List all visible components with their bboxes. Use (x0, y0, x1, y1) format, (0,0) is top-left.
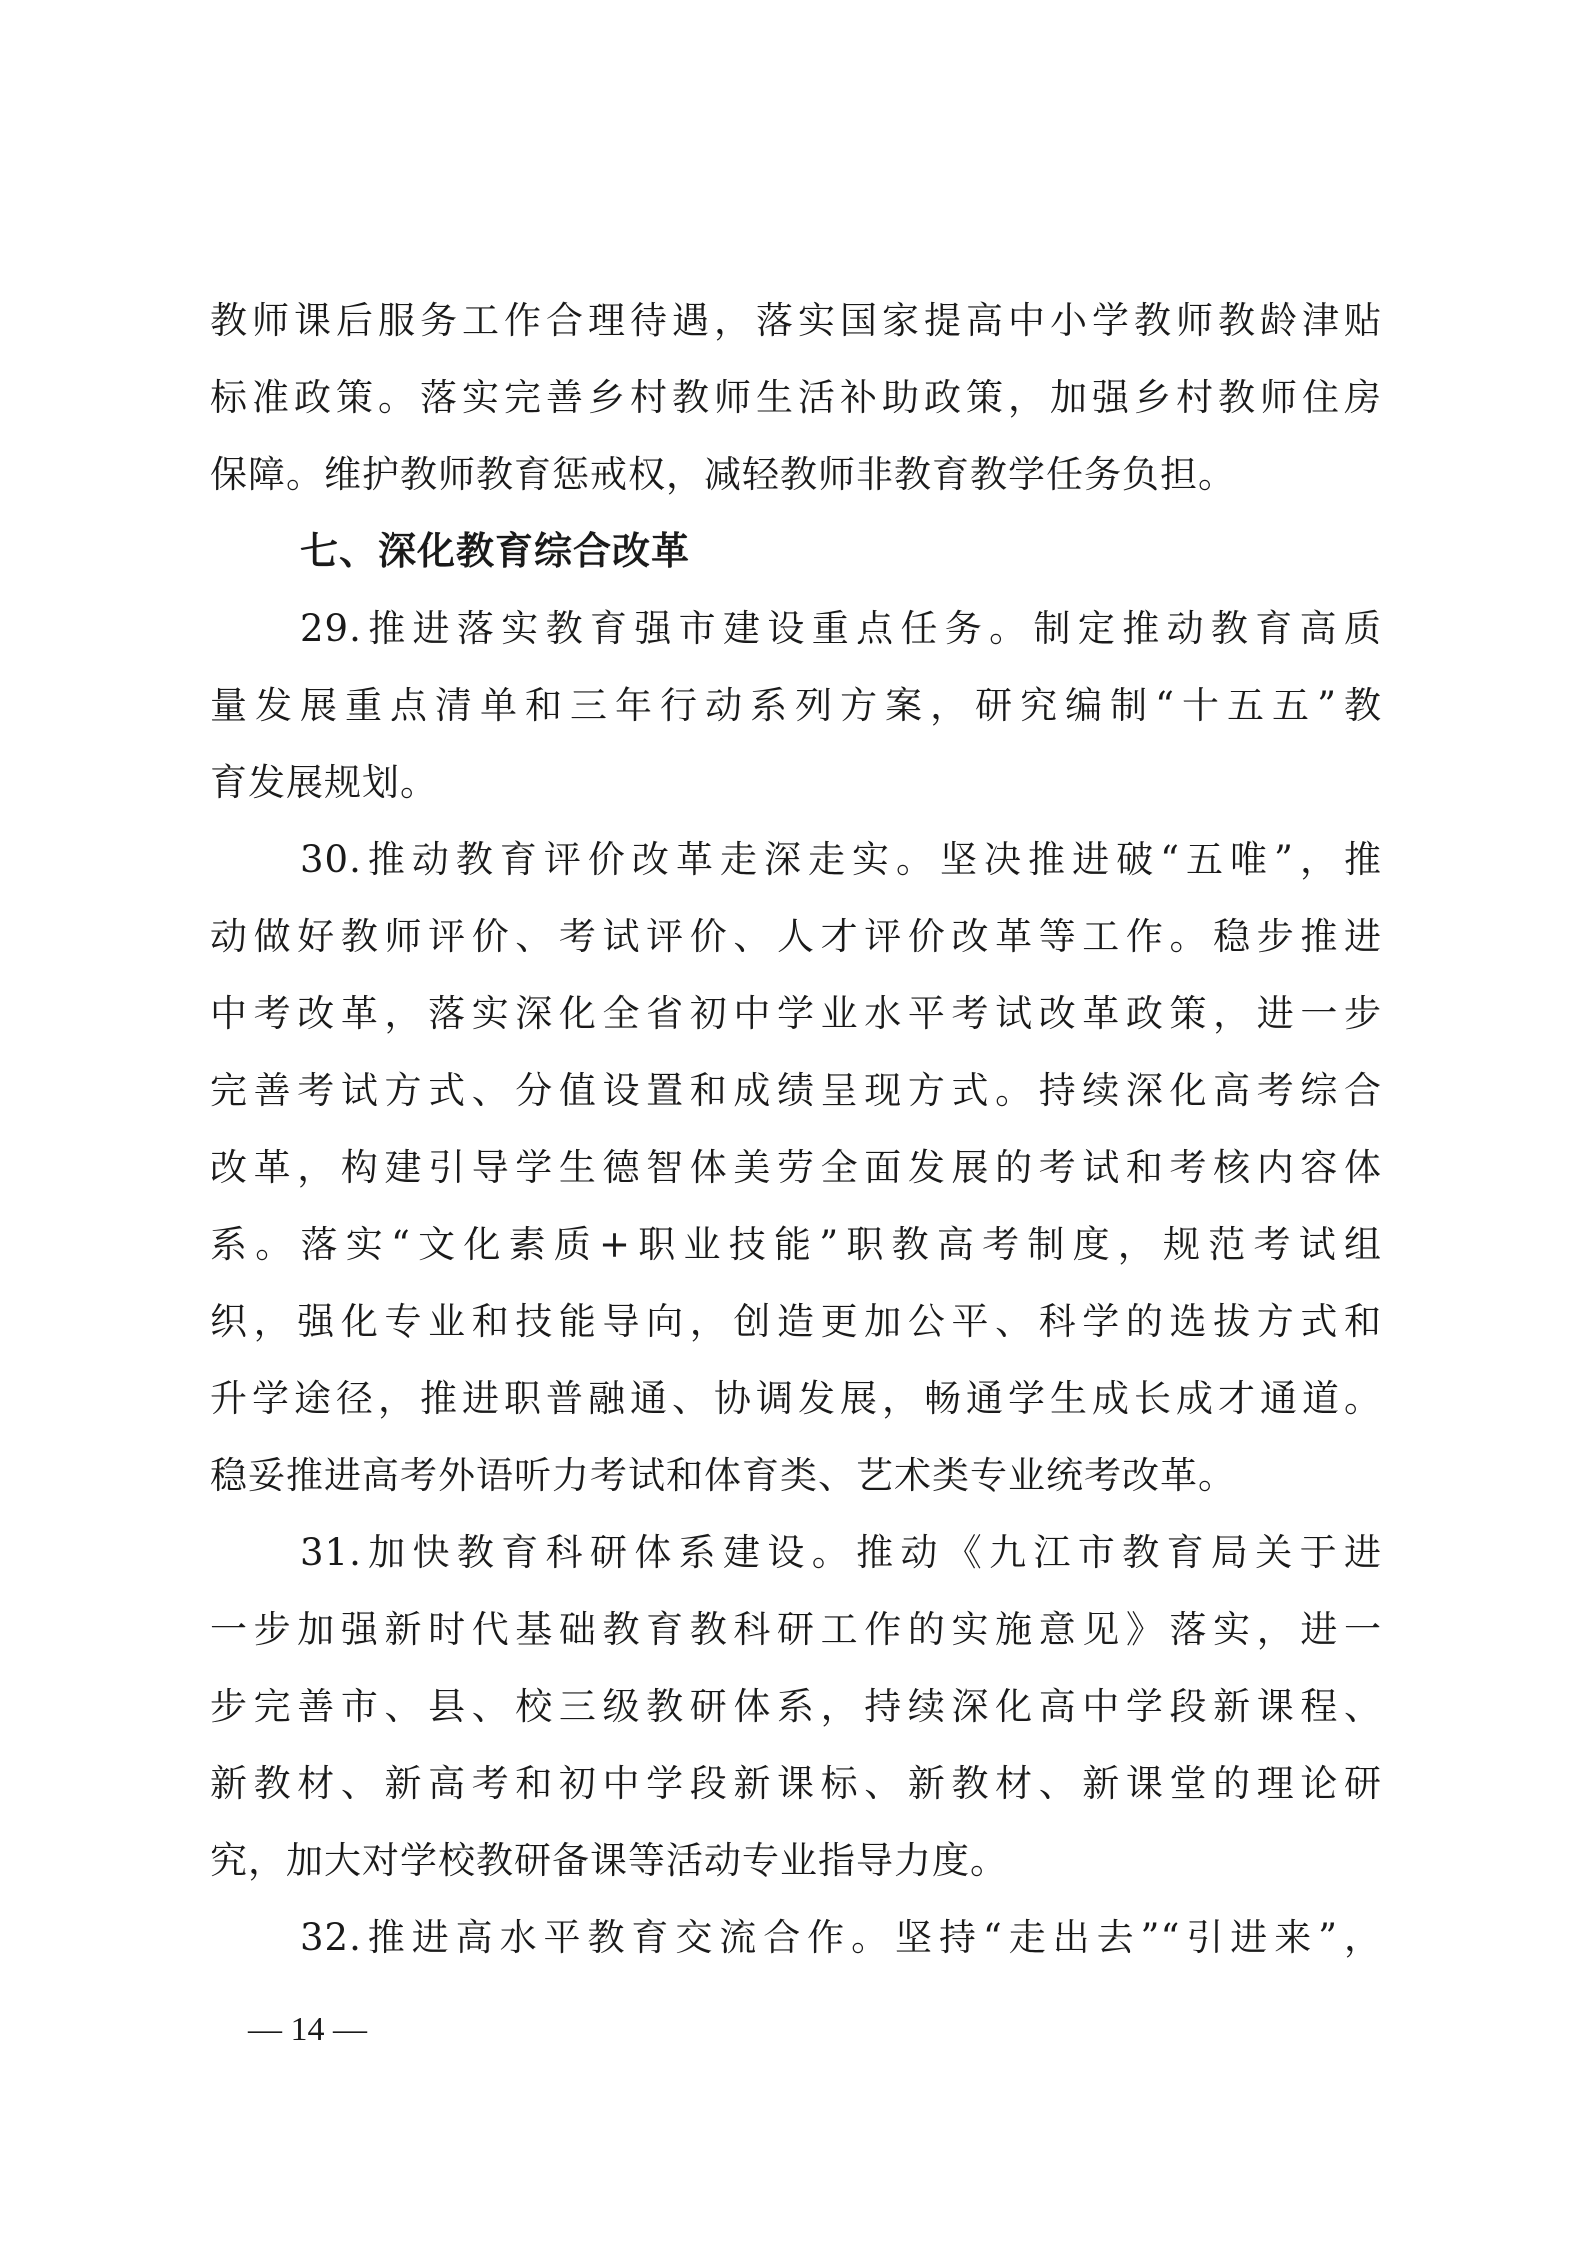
text-line: 中考改革，落实深化全省初中学业水平考试改革政策，进一步 (210, 992, 1382, 1035)
text-line: 一步加强新时代基础教育教科研工作的实施意见》落实，进一 (210, 1608, 1382, 1651)
text-line: 新教材、新高考和初中学段新课标、新教材、新课堂的理论研 (210, 1762, 1382, 1805)
text-line: 织，强化专业和技能导向，创造更加公平、科学的选拔方式和 (210, 1300, 1382, 1343)
text-line: 32.推进高水平教育交流合作。坚持“走出去”“引进来”， (300, 1916, 1382, 1959)
text-line: 动做好教师评价、考试评价、人才评价改革等工作。稳步推进 (210, 915, 1382, 958)
text-line: 量发展重点清单和三年行动系列方案，研究编制“十五五”教 (210, 684, 1382, 727)
text-line: 升学途径，推进职普融通、协调发展，畅通学生成长成才通道。 (210, 1377, 1382, 1420)
text-line: 系。落实“文化素质+职业技能”职教高考制度，规范考试组 (210, 1223, 1382, 1266)
text-line: 育发展规划。 (210, 761, 438, 804)
text-line: 保障。维护教师教育惩戒权，减轻教师非教育教学任务负担。 (210, 453, 1236, 496)
text-line: 稳妥推进高考外语听力考试和体育类、艺术类专业统考改革。 (210, 1454, 1236, 1497)
text-line: 标准政策。落实完善乡村教师生活补助政策，加强乡村教师住房 (210, 376, 1382, 419)
text-line: 改革，构建引导学生德智体美劳全面发展的考试和考核内容体 (210, 1146, 1382, 1189)
section-heading: 七、深化教育综合改革 (300, 529, 691, 573)
text-line: 31.加快教育科研体系建设。推动《九江市教育局关于进 (300, 1531, 1382, 1574)
text-line: 30.推动教育评价改革走深走实。坚决推进破“五唯”，推 (300, 838, 1382, 881)
text-line: 步完善市、县、校三级教研体系，持续深化高中学段新课程、 (210, 1685, 1382, 1728)
body-text (210, 282, 1382, 1976)
text-line: 教师课后服务工作合理待遇，落实国家提高中小学教师教龄津贴 (210, 299, 1382, 342)
text-line: 29.推进落实教育强市建设重点任务。制定推动教育高质 (300, 607, 1382, 650)
page-number: — 14 — (248, 2011, 367, 2048)
text-line: 究，加大对学校教研备课等活动专业指导力度。 (210, 1839, 1008, 1882)
text-line: 完善考试方式、分值设置和成绩呈现方式。持续深化高考综合 (210, 1069, 1382, 1112)
